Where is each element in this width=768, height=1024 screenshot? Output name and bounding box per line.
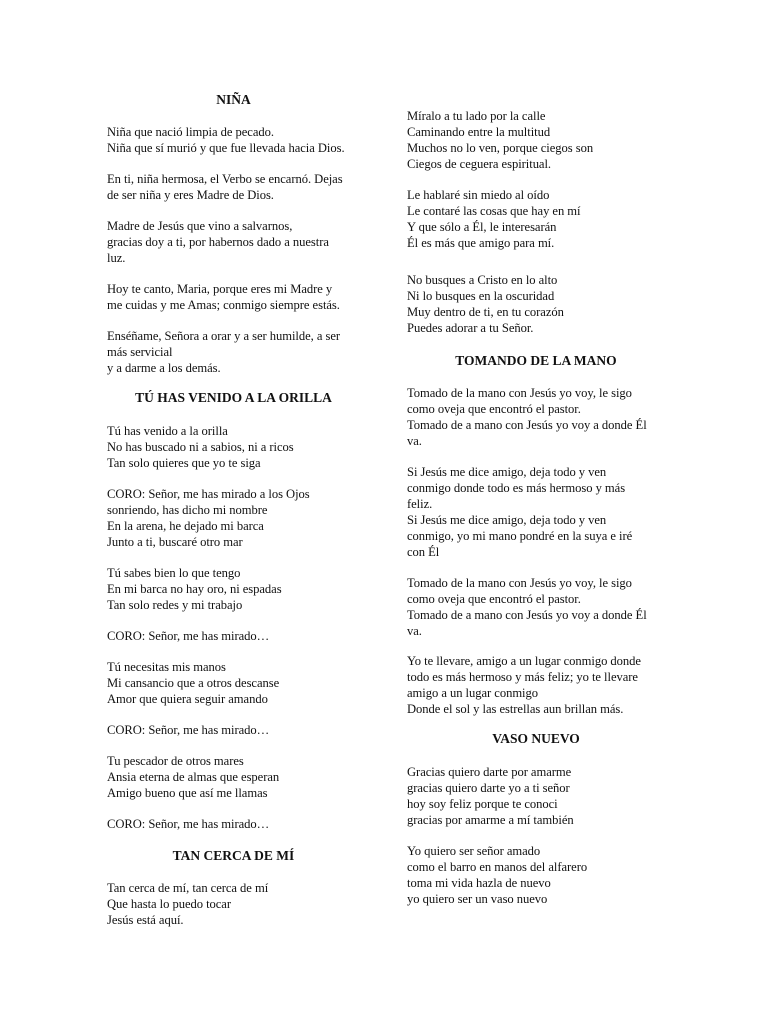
lyric-line: Le contaré las cosas que hay en mí [407, 204, 581, 218]
lyric-line: toma mi vida hazla de nuevo [407, 876, 551, 890]
lyric-line: Ciegos de ceguera espiritual. [407, 157, 552, 171]
lyric-line: Enséñame, Señora a orar y a ser humilde, a ser [107, 329, 341, 343]
lyric-line: Tomado de la mano con Jesús yo voy, le sigo [407, 576, 632, 590]
lyric-line: En la arena, he dejado mi barca [107, 519, 264, 533]
nina-stanza [107, 281, 340, 313]
lyric-line: Niña que nació limpia de pecado. [107, 125, 274, 139]
lyric-line: Ni lo busques en la oscuridad [407, 289, 555, 303]
miralo-stanza [407, 187, 581, 251]
lyric-line: Gracias quiero darte por amarme [407, 765, 572, 779]
vaso-nuevo-stanza [407, 764, 574, 828]
lyric-line: Y que sólo a Él, le interesarán [407, 220, 557, 234]
lyric-line: Tan solo quieres que yo te siga [107, 456, 261, 470]
lyric-line: sonriendo, has dicho mi nombre [107, 503, 268, 517]
lyric-line: En ti, niña hermosa, el Verbo se encarnó. Dejas [107, 172, 343, 186]
lyric-line: CORO: Señor, me has mirado… [107, 817, 270, 831]
tomando-de-la-mano-stanza [407, 575, 647, 639]
lyric-line: como el barro en manos del alfarero [407, 860, 588, 874]
tomando-de-la-mano-stanza [407, 385, 647, 449]
tu-has-venido-a-la-orilla-stanza [107, 565, 282, 613]
lyric-line: Niña que sí murió y que fue llevada hacia Dios. [107, 141, 345, 155]
lyric-line: como oveja que encontró el pastor. [407, 402, 581, 416]
nina-stanza [107, 171, 343, 203]
lyric-line: Muchos no lo ven, porque ciegos son [407, 141, 594, 155]
lyric-line: CORO: Señor, me has mirado… [107, 723, 270, 737]
lyric-line: Tu pescador de otros mares [107, 754, 244, 768]
tu-has-venido-a-la-orilla-title: TÚ HAS VENIDO A LA ORILLA [135, 390, 332, 405]
lyric-line: gracias quiero darte yo a ti señor [407, 781, 570, 795]
tu-has-venido-a-la-orilla-stanza [107, 628, 269, 644]
lyric-line: Yo te llevare, amigo a un lugar conmigo donde [407, 654, 641, 668]
lyric-line: Que hasta lo puedo tocar [107, 897, 231, 911]
lyric-line: conmigo, yo mi mano pondré en la suya e iré [407, 529, 633, 543]
tomando-de-la-mano-stanza [407, 653, 641, 717]
vaso-nuevo-title: VASO NUEVO [492, 731, 580, 746]
lyric-line: luz. [107, 251, 126, 265]
lyric-line: de ser niña y eres Madre de Dios. [107, 188, 274, 202]
vaso-nuevo-stanza [407, 843, 587, 907]
lyric-line: Junto a ti, buscaré otro mar [107, 535, 243, 549]
lyric-line: CORO: Señor, me has mirado a los Ojos [107, 487, 310, 501]
lyric-line: yo quiero ser un vaso nuevo [407, 892, 548, 906]
lyric-line: hoy soy feliz porque te conoci [407, 797, 558, 811]
lyric-line: No has buscado ni a sabios, ni a ricos [107, 440, 294, 454]
lyric-line: Míralo a tu lado por la calle [407, 109, 546, 123]
lyric-line: Tú sabes bien lo que tengo [107, 566, 241, 580]
lyric-line: Yo quiero ser señor amado [407, 844, 541, 858]
nina-stanza [107, 124, 345, 156]
lyric-line: Amor que quiera seguir amando [107, 692, 268, 706]
lyric-line: todo es más hermoso y más feliz; yo te llevare [407, 670, 638, 684]
lyric-line: feliz. [407, 497, 433, 511]
tan-cerca-de-mi-stanza [107, 880, 268, 928]
nina-stanza [107, 328, 340, 376]
tomando-de-la-mano-title: TOMANDO DE LA MANO [455, 353, 617, 368]
lyric-line: Ansia eterna de almas que esperan [107, 770, 280, 784]
lyric-line: CORO: Señor, me has mirado… [107, 629, 270, 643]
lyric-line: Tú has venido a la orilla [107, 424, 228, 438]
lyric-line: Madre de Jesús que vino a salvarnos, [107, 219, 293, 233]
lyric-line: conmigo donde todo es más hermoso y más [407, 481, 626, 495]
lyric-line: gracias por amarme a mí también [407, 813, 574, 827]
lyric-line: Jesús está aquí. [107, 913, 184, 927]
lyric-line: Caminando entre la multitud [407, 125, 551, 139]
lyric-line: Tan solo redes y mi trabajo [107, 598, 243, 612]
tu-has-venido-a-la-orilla-stanza [107, 659, 279, 707]
lyric-line: Tan cerca de mí, tan cerca de mí [107, 881, 269, 895]
lyric-line: va. [407, 624, 422, 638]
lyric-line: me cuidas y me Amas; conmigo siempre estás. [107, 298, 340, 312]
lyric-line: Le hablaré sin miedo al oído [407, 188, 550, 202]
tomando-de-la-mano-stanza [407, 464, 632, 560]
nina-stanza [107, 218, 329, 266]
lyric-line: Hoy te canto, Maria, porque eres mi Madre y [107, 282, 333, 296]
lyric-line: Tomado de la mano con Jesús yo voy, le sigo [407, 386, 632, 400]
tu-has-venido-a-la-orilla-stanza [107, 816, 269, 832]
lyric-line: más servicial [107, 345, 173, 359]
lyric-line: gracias doy a ti, por habernos dado a nuestra [107, 235, 329, 249]
lyric-line: No busques a Cristo en lo alto [407, 273, 558, 287]
lyric-line: Amigo bueno que así me llamas [107, 786, 268, 800]
lyric-line: Tomado de a mano con Jesús yo voy a donde Él [407, 608, 647, 622]
nina-title: NIÑA [216, 92, 251, 107]
lyric-line: con Él [407, 545, 440, 559]
lyric-line: Donde el sol y las estrellas aun brillan más. [407, 702, 624, 716]
lyric-line: Si Jesús me dice amigo, deja todo y ven [407, 465, 607, 479]
tu-has-venido-a-la-orilla-stanza [107, 722, 269, 738]
lyric-line: como oveja que encontró el pastor. [407, 592, 581, 606]
tu-has-venido-a-la-orilla-stanza [107, 423, 294, 471]
lyric-line: va. [407, 434, 422, 448]
lyric-line: Muy dentro de ti, en tu corazón [407, 305, 564, 319]
miralo-stanza [407, 272, 564, 336]
lyric-line: Mi cansancio que a otros descanse [107, 676, 280, 690]
tu-has-venido-a-la-orilla-stanza [107, 486, 310, 550]
lyric-line: Tú necesitas mis manos [107, 660, 226, 674]
lyric-line: Si Jesús me dice amigo, deja todo y ven [407, 513, 607, 527]
miralo-stanza [407, 108, 593, 172]
lyric-line: Él es más que amigo para mí. [407, 236, 555, 250]
lyric-line: Tomado de a mano con Jesús yo voy a donde Él [407, 418, 647, 432]
lyric-line: Puedes adorar a tu Señor. [407, 321, 534, 335]
lyric-line: amigo a un lugar conmigo [407, 686, 539, 700]
lyric-line: y a darme a los demás. [107, 361, 221, 375]
lyric-line: En mi barca no hay oro, ni espadas [107, 582, 282, 596]
tu-has-venido-a-la-orilla-stanza [107, 753, 279, 801]
tan-cerca-de-mi-title: TAN CERCA DE MÍ [172, 848, 295, 863]
